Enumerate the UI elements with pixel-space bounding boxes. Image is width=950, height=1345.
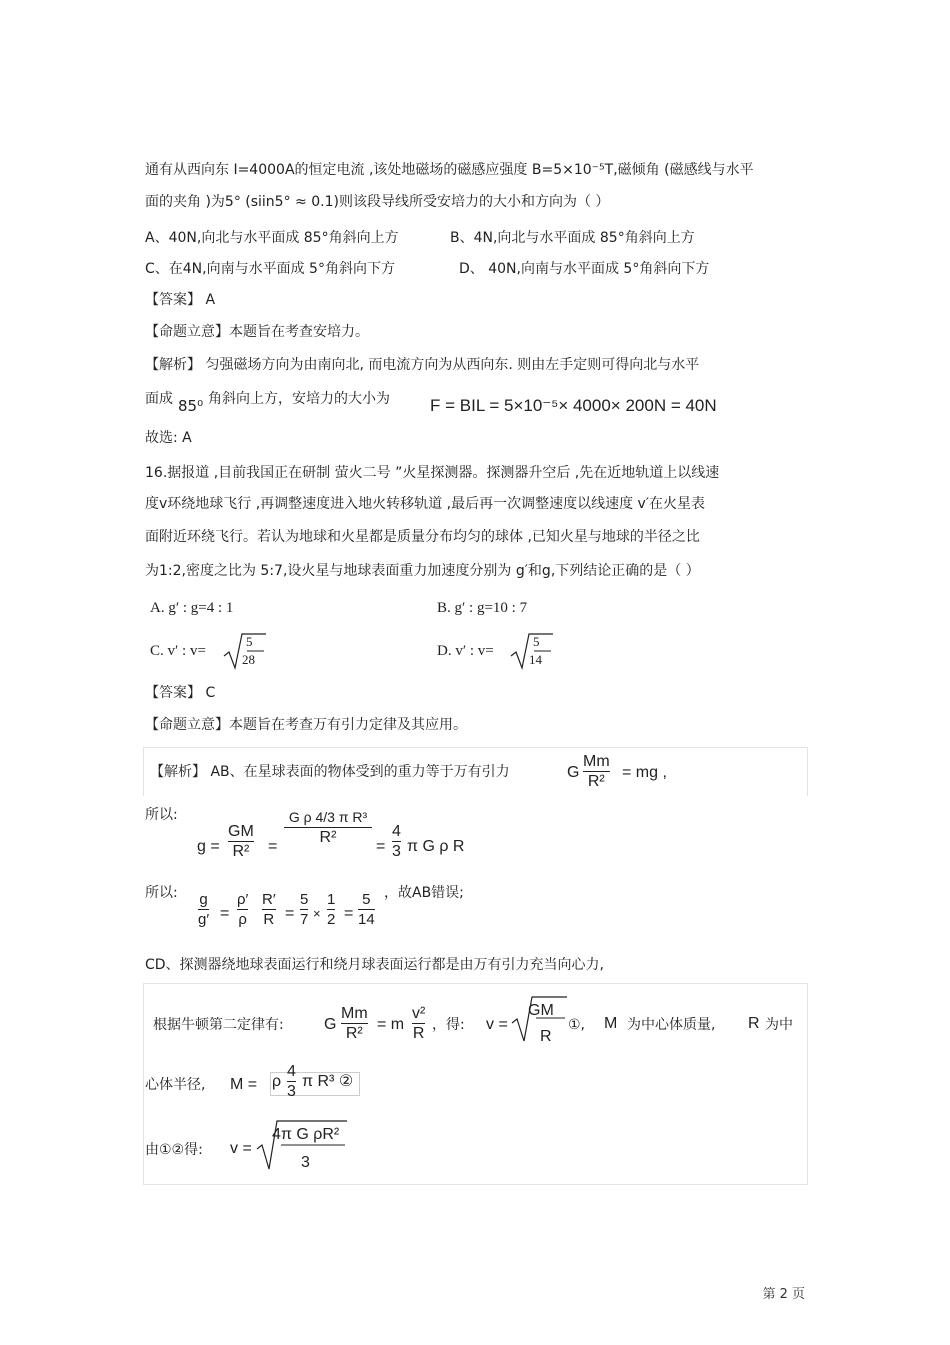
f4-g: G [324, 1016, 337, 1033]
q16-option-d-prefix: D. v′ : v= [437, 643, 494, 659]
f3-frac-5 [327, 890, 335, 929]
newton-text: 根据牛顿第二定律有: [153, 1017, 284, 1033]
f3-n2: ρ′ [237, 891, 249, 908]
f3-eq-2: = [285, 905, 295, 922]
q16-option-a: A. g′ : g=4 : 1 [150, 600, 234, 616]
q16-intent: 【命题立意】本题旨在考查万有引力定律及其应用。 [145, 717, 467, 733]
f1-frac [583, 752, 610, 791]
q16-line-3: 面附近环绕飞行。若认为地球和火星都是质量分布均匀的球体 ,已知火星与地球的半径之比 [145, 529, 700, 545]
f4-frac-2 [412, 1004, 425, 1043]
f4-m: = m [377, 1016, 405, 1033]
f2-frac-1 [228, 822, 254, 861]
f3-frac-1 [198, 890, 209, 929]
ampere-force-formula: F = BIL = 5×10⁻⁵× 4000× 200N = 40N [430, 396, 717, 415]
q15-answer: 【答案】 A [145, 292, 216, 308]
f3-n6: 5 [362, 891, 371, 908]
q15-analysis-line-2-post: 角斜向上方，安培力的大小为 [208, 391, 390, 407]
q15-analysis-degree: 85⁰ [178, 397, 204, 415]
suoyi-2: 所以: [145, 885, 178, 901]
f2-num3: 4 [392, 823, 401, 840]
f3-frac-6 [358, 890, 375, 929]
f2-den1: R² [232, 843, 250, 860]
f2-den2: R² [319, 829, 337, 846]
q16-line-2: 度v环绕地球飞行 ,再调整速度进入地火转移轨道 ,最后再一次调整速度以线速度 v′在火星表 [145, 496, 705, 512]
f2-frac-2 [284, 808, 372, 847]
q15-option-b: B、4N,向北与水平面成 85°角斜向上方 [450, 230, 695, 246]
q16-option-b: B. g′ : g=10 : 7 [437, 600, 528, 616]
q15-line-2: 面的夹角 )为5° (siin5° ≈ 0.1)则该段导线所受安培力的大小和方向为（ ） [145, 194, 610, 210]
f6-den: 3 [301, 1154, 310, 1171]
q15-analysis-line-2-pre: 面成 [145, 391, 173, 407]
q15-option-a: A、40N,向北与水平面成 85°角斜向上方 [145, 230, 399, 246]
f1-den: R² [587, 773, 605, 790]
f3-d4: 7 [300, 911, 309, 928]
f6-num: 4π G ρR² [272, 1126, 340, 1143]
f1-g: G [567, 764, 580, 781]
f4-sqrt-num: GM [528, 1002, 554, 1019]
q15-line-1: 通有从西向东 I=4000A的恒定电流 ,该处地磁场的磁感应强度 B=5×10⁻⁵T,磁倾角 (磁感线与水平 [145, 162, 754, 178]
f3-frac-3 [262, 890, 276, 929]
youu-text: 由①②得: [145, 1142, 203, 1158]
q16-option-c-den: 28 [242, 652, 255, 667]
f2-num1: GM [228, 823, 254, 840]
f4-de: ，得: [432, 1017, 465, 1033]
f3-d3: R [263, 911, 275, 928]
f2-g: g = [197, 838, 220, 855]
f3-times: × [313, 906, 321, 921]
q16-line-1: 16.据报道 ,目前我国正在研制 萤火二号 ”火星探测器。探测器升空后 ,先在近地轨道上以线速 [145, 465, 720, 481]
f2-num2: G ρ 4/3 π R³ [288, 809, 368, 825]
q16-option-d-den: 14 [529, 652, 542, 667]
f3-frac-2 [237, 890, 248, 929]
q16-option-d-num: 5 [533, 634, 540, 649]
f3-eq-3: = [344, 905, 354, 922]
f3-n5: 1 [327, 891, 336, 908]
f1-num: Mm [583, 753, 610, 770]
f3-d6: 14 [358, 911, 375, 928]
f2-den3: 3 [392, 843, 401, 860]
f5-rho: ρ [272, 1073, 282, 1090]
f4-radius-symbol: R [748, 1015, 760, 1032]
q15-choose: 故选: A [145, 430, 192, 446]
f4-frac-1 [341, 1004, 368, 1043]
center-radius-text: 心体半径, [145, 1077, 206, 1093]
f5-tail: π R³ ② [302, 1073, 354, 1090]
f5-num: 4 [287, 1063, 296, 1080]
page-footer: 第 2 页 [762, 1287, 805, 1302]
f4-radius-text: 为中 [765, 1017, 793, 1033]
f3-n3: R′ [262, 891, 276, 908]
q16-answer: 【答案】 C [145, 685, 216, 701]
q16-option-c-prefix: C. v′ : v= [150, 643, 206, 659]
f3-n1: g [199, 891, 208, 908]
q16-line-4: 为1:2,密度之比为 5:7,设火星与地球表面重力加速度分别为 g′和g,下列结论正确的是（ ） [145, 563, 700, 579]
f3-eq-1: = [220, 905, 230, 922]
q15-option-c: C、在4N,向南与水平面成 5°角斜向下方 [145, 261, 395, 277]
f4-den2: R [412, 1025, 425, 1042]
q16-option-c-num: 5 [246, 634, 253, 649]
f2-eq-1: = [268, 838, 278, 855]
f2-tail: π G ρ R [407, 838, 465, 855]
f4-num: Mm [341, 1005, 368, 1022]
f4-mass-symbol: M [604, 1015, 618, 1032]
f4-den: R² [345, 1025, 363, 1042]
f3-d1: g′ [198, 911, 210, 928]
f3-n4: 5 [300, 891, 309, 908]
f4-v: v = [486, 1016, 508, 1033]
f3-tail: ，故AB错误; [384, 885, 464, 901]
f1-rhs: = mg , [622, 764, 667, 781]
q16-analysis-ab: 【解析】 AB、在星球表面的物体受到的重力等于万有引力 [150, 764, 510, 780]
f2-eq-2: = [376, 838, 386, 855]
f6-v: v = [230, 1140, 252, 1157]
suoyi-1: 所以: [145, 807, 178, 823]
f2-frac-3 [392, 822, 401, 861]
q15-analysis-line-1: 【解析】 匀强磁场方向为由南向北, 而电流方向为从西向东. 则由左手定则可得向北与水平 [145, 357, 700, 373]
f5-m: M = [230, 1076, 258, 1093]
f5-den: 3 [287, 1083, 296, 1100]
q15-intent: 【命题立意】本题旨在考查安培力。 [145, 324, 369, 340]
cd-text: CD、探测器绕地球表面运行和绕月球表面运行都是由万有引力充当向心力, [145, 957, 605, 973]
f3-d5: 2 [327, 911, 336, 928]
f5-frac [287, 1062, 296, 1101]
f3-d2: ρ [238, 911, 247, 928]
f4-mass-text: 为中心体质量, [627, 1017, 716, 1033]
f4-sqrt-den: R [540, 1028, 552, 1045]
f4-num2: v² [412, 1005, 426, 1022]
q15-option-d: D、 40N,向南与水平面成 5°角斜向下方 [459, 261, 710, 277]
f3-frac-4 [300, 890, 308, 929]
f4-circle-1: ①, [568, 1017, 586, 1033]
